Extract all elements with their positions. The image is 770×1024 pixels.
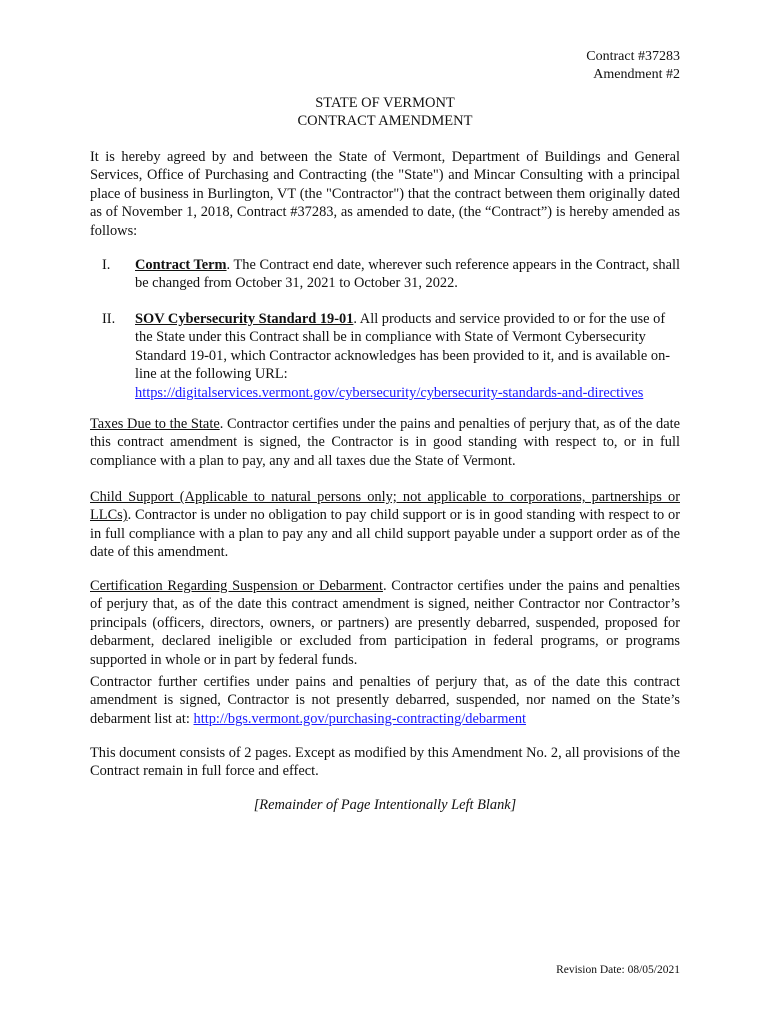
- section-heading: Contract Term: [135, 257, 227, 273]
- certification-text: . Contractor certifies under the pains and penalties of perjury that, as of the date this contract amendment is signed, neither Contractor nor Contractor’s principals (officers, directors, owners, or partners) are presently debarred, suspended, proposed for debarment, declared ineligible or excluded from participation in federal programs, or programs supported in whole or in part by federal funds.: [90, 578, 681, 668]
- certification-heading: Certification Regarding Suspension or Debarment: [90, 578, 383, 594]
- contract-header: [586, 48, 680, 84]
- revision-date: Revision Date: 08/05/2021: [556, 964, 680, 976]
- remainder-note: [Remainder of Page Intentionally Left Blank]: [253, 797, 517, 813]
- cybersecurity-standards-link[interactable]: https://digitalservices.vermont.gov/cybersecurity/cybersecurity-standards-and-directives: [135, 384, 644, 401]
- debarment-link[interactable]: http://bgs.vermont.gov/purchasing-contracting/debarment: [193, 710, 527, 727]
- section-contract-term: [90, 256, 680, 293]
- taxes-text: . Contractor certifies under the pains and penalties of perjury that, as of the date this contract amendment is signed, the Contractor is in good standing with respect to, or in full compliance with a plan to pay, any and all taxes due the State of Vermont.: [90, 416, 680, 469]
- section-text: . The Contract end date, wherever such reference appears in the Contract, shall be changed from October 31, 2021 to October 31, 2022.: [135, 257, 680, 292]
- section-number: I.: [102, 257, 111, 273]
- further-certification-paragraph: [90, 673, 680, 728]
- further-text: Contractor further certifies under pains and penalties of perjury that, as of the date this contract amendment is signed, Contractor is not presently debarred, suspended, nor named on the State’s debarment list at:: [90, 674, 680, 727]
- section-body: [135, 310, 680, 402]
- section-heading: SOV Cybersecurity Standard 19-01: [135, 311, 354, 327]
- child-support-text: . Contractor is under no obligation to pay child support or is in good standing with respect to or in full compliance with a plan to pay any and all child support payable under a support order as of the date of this amendment.: [90, 507, 680, 561]
- closing-paragraph: This document consists of 2 pages. Except as modified by this Amendment No. 2, all provisions of the Contract remain in full force and effect.: [90, 745, 680, 780]
- amendment-number: Amendment #2: [593, 67, 680, 82]
- title-line-1: STATE OF VERMONT: [315, 95, 455, 111]
- contract-number: Contract #37283: [586, 49, 680, 64]
- section-body: [135, 256, 680, 293]
- taxes-paragraph: [90, 415, 680, 470]
- section-text: . All products and service provided to or for the use of the State under this Contract shall be in compliance with State of Vermont Cybersecurity Standard 19-01, which Contractor acknowledges has been provided to it, and is available on-line at the following URL:: [135, 311, 671, 383]
- child-support-paragraph: [90, 488, 680, 562]
- intro-paragraph: It is hereby agreed by and between the State of Vermont, Department of Buildings and General Services, Office of Purchasing and Contracting (the "State") and Mincar Consulting with a principal place of business in Burlington, VT (the "Contractor") that the contract between them originally dated as of November 1, 2018, Contract #37283, as amended to date, (the “Contract”) is hereby amended as follows:: [90, 149, 680, 239]
- child-support-heading: Child Support (Applicable to natural persons only; not applicable to corporations, partnerships or LLCs): [90, 489, 680, 524]
- section-cybersecurity: [90, 310, 680, 402]
- certification-paragraph: [90, 577, 680, 669]
- title-line-2: CONTRACT AMENDMENT: [297, 113, 473, 129]
- section-number: II.: [102, 311, 116, 327]
- document-title: [0, 94, 770, 130]
- taxes-heading: Taxes Due to the State: [90, 416, 220, 432]
